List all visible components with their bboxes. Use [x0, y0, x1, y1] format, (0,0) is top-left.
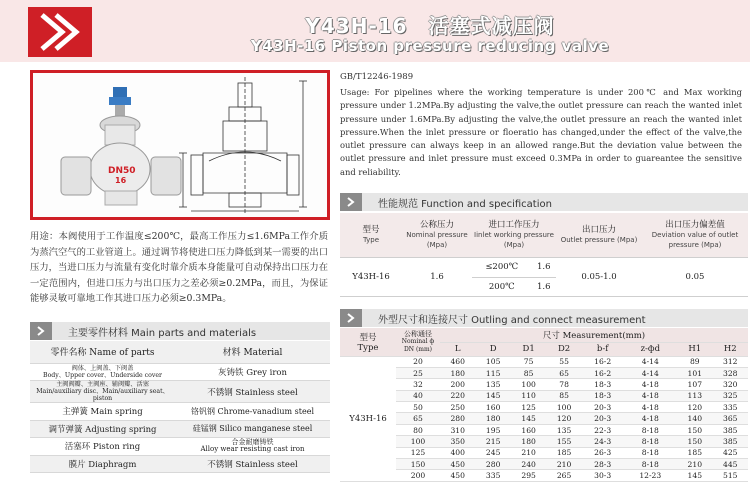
spec-temp-1: ≤200℃ — [472, 257, 531, 277]
dim-cell: 150 — [677, 436, 712, 447]
part-material: 灰铸铁 Grey iron — [175, 363, 330, 381]
section-drawing-icon — [179, 77, 307, 213]
table-row — [30, 438, 330, 456]
dim-cell: 145 — [511, 413, 546, 424]
dim-cell: 150 — [677, 424, 712, 435]
dim-cell: 85 — [511, 367, 546, 378]
dim-cell: 350 — [440, 436, 475, 447]
dim-cell: 28-3 — [582, 459, 624, 470]
dim-cell: 450 — [440, 459, 475, 470]
outline-section-title: 外型尺寸和连接尺寸 Outling and connect measurement — [378, 315, 646, 326]
dim-cell: 135 — [546, 424, 581, 435]
dim-cell: 335 — [713, 402, 748, 413]
dim-dn-cell: 40 — [396, 390, 440, 401]
product-image — [30, 70, 330, 220]
dim-cell: 85 — [546, 390, 581, 401]
parts-section-title: 主要零件材料 Main parts and materials — [68, 328, 257, 339]
table-row — [340, 379, 748, 390]
table-row — [340, 447, 748, 458]
dim-dn-cell: 150 — [396, 459, 440, 470]
usage-text-cn: 用途：本阀使用于工作温度≤200℃，最高工作压力≤1.6MPa工作介质为蒸汽空气的工业管道上。通过调节将使进口压力降低到某一需要的出口压力，当进口压力与流量有变化时靠介质本身能量可自动保持出口压力在一定范围内，但进口压力与出口压力之差必须≥0.2MPa，而且，为保证能够灵敏可靠地工作其进口压力必须≥0.3MPa。 — [30, 231, 328, 305]
standard-code: GB/T12246-1989 — [340, 72, 414, 82]
function-section-bar — [340, 193, 748, 211]
table-row — [340, 356, 748, 367]
table-row — [30, 381, 330, 403]
dim-cell: 78 — [546, 379, 581, 390]
dim-cell: 280 — [440, 413, 475, 424]
dim-cell: 450 — [440, 470, 475, 481]
dim-dn-cell: 20 — [396, 356, 440, 367]
dim-cell: 312 — [713, 356, 748, 367]
dim-cell: 325 — [713, 390, 748, 401]
spec-header-deviation: 出口压力偏差值 Deviation value of outlet pressure (Mpa) — [642, 213, 748, 257]
dim-cell: 425 — [713, 447, 748, 458]
dim-cell: 145 — [475, 390, 510, 401]
dim-cell: 210 — [546, 459, 581, 470]
dim-cell: 20-3 — [582, 402, 624, 413]
dim-cell: 210 — [677, 459, 712, 470]
spec-outlet: 0.05-1.0 — [556, 257, 642, 296]
dim-cell: 210 — [511, 447, 546, 458]
dim-cell: 320 — [713, 379, 748, 390]
dim-cell: 180 — [511, 436, 546, 447]
dim-cell: 460 — [440, 356, 475, 367]
chevron-right-icon — [340, 309, 362, 327]
dim-cell: 160 — [475, 402, 510, 413]
dim-column-header: L — [440, 342, 475, 356]
dim-cell: 125 — [511, 402, 546, 413]
dim-cell: 220 — [440, 390, 475, 401]
part-material: 不锈钢 Stainless steel — [175, 381, 330, 403]
dim-cell: 145 — [677, 470, 712, 481]
dim-cell: 12-23 — [624, 470, 678, 481]
dim-cell: 115 — [475, 367, 510, 378]
dim-cell: 180 — [475, 413, 510, 424]
dim-cell: 215 — [475, 436, 510, 447]
dim-cell: 155 — [546, 436, 581, 447]
dim-cell: 89 — [677, 356, 712, 367]
parts-header-name: 零件名称 Name of parts — [30, 341, 175, 363]
dim-column-header: D2 — [546, 342, 581, 356]
spec-pressure-2: 1.6 — [531, 277, 556, 296]
table-row — [340, 413, 748, 424]
dim-cell: 310 — [440, 424, 475, 435]
spec-header-inlet: 进口工作压力 Iinlet working pressure (Mpa) — [472, 213, 556, 257]
dim-cell: 245 — [475, 447, 510, 458]
part-name: 主阀阀瓣、主阀座、辅阀瓣、活塞 Main/auxiliary disc、Main/auxiliary seat、piston — [30, 381, 175, 403]
dim-cell: 24-3 — [582, 436, 624, 447]
dim-dn-cell: 100 — [396, 436, 440, 447]
table-row — [340, 470, 748, 481]
dim-cell: 185 — [546, 447, 581, 458]
dim-cell: 515 — [713, 470, 748, 481]
parts-header-material: 材料 Material — [175, 341, 330, 363]
svg-text:DN50: DN50 — [108, 166, 136, 176]
part-material: 不锈钢 Stainless steel — [175, 455, 330, 473]
spec-temp-2: 200℃ — [472, 277, 531, 296]
dim-header-type: 型号 Type — [340, 328, 396, 356]
dim-cell: 195 — [475, 424, 510, 435]
dim-cell: 110 — [511, 390, 546, 401]
chevron-logo-icon — [28, 7, 92, 57]
dim-cell: 385 — [713, 436, 748, 447]
chevron-right-icon — [30, 322, 52, 340]
dim-column-header: H1 — [677, 342, 712, 356]
dim-cell: 280 — [475, 459, 510, 470]
dim-cell: 200 — [440, 379, 475, 390]
spec-header-type: 型号 Type — [340, 213, 402, 257]
dimension-table — [340, 328, 748, 482]
spec-deviation: 0.05 — [642, 257, 748, 296]
dim-cell: 445 — [713, 459, 748, 470]
dim-cell: 107 — [677, 379, 712, 390]
part-material: 合金耐磨铸铁 Alloy wear resisting cast iron — [175, 438, 330, 456]
dim-cell: 4-14 — [624, 356, 678, 367]
dim-cell: 16-2 — [582, 356, 624, 367]
dim-cell: 265 — [546, 470, 581, 481]
page-title-cn: Y43H-16 活塞式减压阀 — [305, 14, 555, 38]
spec-pressure-1: 1.6 — [531, 257, 556, 277]
dim-cell: 8-18 — [624, 436, 678, 447]
part-name: 调节弹簧 Adjusting spring — [30, 420, 175, 438]
dim-cell: 140 — [677, 413, 712, 424]
dim-dn-cell: 125 — [396, 447, 440, 458]
spec-header-nominal: 公称压力 Nominal pressure (Mpa) — [402, 213, 472, 257]
dim-column-header: b-f — [582, 342, 624, 356]
dim-column-header: D — [475, 342, 510, 356]
table-row — [340, 459, 748, 470]
dim-cell: 4-18 — [624, 390, 678, 401]
table-row — [340, 402, 748, 413]
dim-type: Y43H-16 — [340, 356, 396, 481]
dim-cell: 180 — [440, 367, 475, 378]
dim-cell: 22-3 — [582, 424, 624, 435]
part-name: 活塞环 Piston ring — [30, 438, 175, 456]
dim-cell: 20-3 — [582, 413, 624, 424]
dim-cell: 328 — [713, 367, 748, 378]
dim-cell: 120 — [546, 413, 581, 424]
dim-cell: 101 — [677, 367, 712, 378]
dim-cell: 55 — [546, 356, 581, 367]
part-name: 主弹簧 Main spring — [30, 403, 175, 421]
part-material: 硅锰钢 Silico manganese steel — [175, 420, 330, 438]
dim-cell: 16-2 — [582, 367, 624, 378]
svg-text:16: 16 — [115, 176, 127, 185]
dim-cell: 185 — [677, 447, 712, 458]
part-name: 膜片 Diaphragm — [30, 455, 175, 473]
dim-cell: 365 — [713, 413, 748, 424]
dim-dn-cell: 32 — [396, 379, 440, 390]
dim-column-header: D1 — [511, 342, 546, 356]
table-row — [340, 424, 748, 435]
dim-cell: 8-18 — [624, 447, 678, 458]
dim-column-header: z-фd — [624, 342, 678, 356]
dim-cell: 113 — [677, 390, 712, 401]
table-row — [30, 363, 330, 381]
dim-cell: 335 — [475, 470, 510, 481]
dim-cell: 295 — [511, 470, 546, 481]
dim-cell: 4-18 — [624, 379, 678, 390]
dim-cell: 100 — [511, 379, 546, 390]
table-row — [30, 420, 330, 438]
table-row — [30, 455, 330, 473]
valve-photo-icon — [61, 87, 181, 205]
dim-cell: 160 — [511, 424, 546, 435]
dim-header-dn: 公称通径 Nominal ф DN (mm) — [396, 328, 440, 356]
dim-cell: 400 — [440, 447, 475, 458]
dim-dn-cell: 80 — [396, 424, 440, 435]
dim-cell: 18-3 — [582, 379, 624, 390]
dim-dn-cell: 25 — [396, 367, 440, 378]
parts-table — [30, 341, 330, 473]
dim-cell: 65 — [546, 367, 581, 378]
table-row — [30, 403, 330, 421]
function-section-title: 性能规范 Function and specification — [378, 199, 552, 210]
dim-cell: 4-18 — [624, 402, 678, 413]
spec-type: Y43H-16 — [340, 257, 402, 296]
dim-cell: 250 — [440, 402, 475, 413]
chevron-right-icon — [340, 193, 362, 211]
page-title-en: Y43H-16 Piston pressure reducing valve — [250, 37, 610, 55]
table-row — [340, 390, 748, 401]
dim-header-measure: 尺寸 Measurement(mm) — [440, 328, 748, 342]
usage-text: Usage: For pipelines where the working temperature is under 200℃ and Max working pressure under 1.2MPa.By adjusting the valve,the outlet pressure can reach the wanted inlet pressure under 1.6MPa.By adjusting the valve,the outlet pressure an reach the wanted inlet pressure.When the inlet pressure or floeratio has changed,under the effect of the valve,the outlet pressure can always keep in an allowed range.But the deviation value between the outlet pressure and inlet pressure must exceed 0.3MPa in order to guareantee the sensitive and reliability. — [340, 87, 742, 177]
dim-cell: 4-14 — [624, 367, 678, 378]
dim-dn-cell: 200 — [396, 470, 440, 481]
part-name: 阀体、上阀盖、下阀盖 Body、Upper cover、Underside cover — [30, 363, 175, 381]
dim-cell: 385 — [713, 424, 748, 435]
dim-cell: 105 — [475, 356, 510, 367]
dim-cell: 26-3 — [582, 447, 624, 458]
dim-cell: 8-18 — [624, 424, 678, 435]
dim-dn-cell: 50 — [396, 402, 440, 413]
spec-table — [340, 213, 748, 297]
dim-cell: 120 — [677, 402, 712, 413]
parts-section-bar — [30, 322, 330, 340]
dim-cell: 75 — [511, 356, 546, 367]
dim-dn-cell: 65 — [396, 413, 440, 424]
part-material: 铬钒钢 Chrome-vanadium steel — [175, 403, 330, 421]
outline-section-bar — [340, 309, 748, 327]
dim-table-body — [340, 356, 748, 481]
dim-cell: 18-3 — [582, 390, 624, 401]
dim-cell: 4-18 — [624, 413, 678, 424]
table-row — [340, 436, 748, 447]
dim-cell: 8-18 — [624, 459, 678, 470]
table-row — [340, 367, 748, 378]
spec-header-outlet: 出口压力 Outlet pressure (Mpa) — [556, 213, 642, 257]
header-banner — [0, 0, 750, 62]
dim-cell: 30-3 — [582, 470, 624, 481]
dim-cell: 240 — [511, 459, 546, 470]
spec-nominal: 1.6 — [402, 257, 472, 296]
dim-cell: 100 — [546, 402, 581, 413]
dim-cell: 135 — [475, 379, 510, 390]
dim-column-header: H2 — [713, 342, 748, 356]
